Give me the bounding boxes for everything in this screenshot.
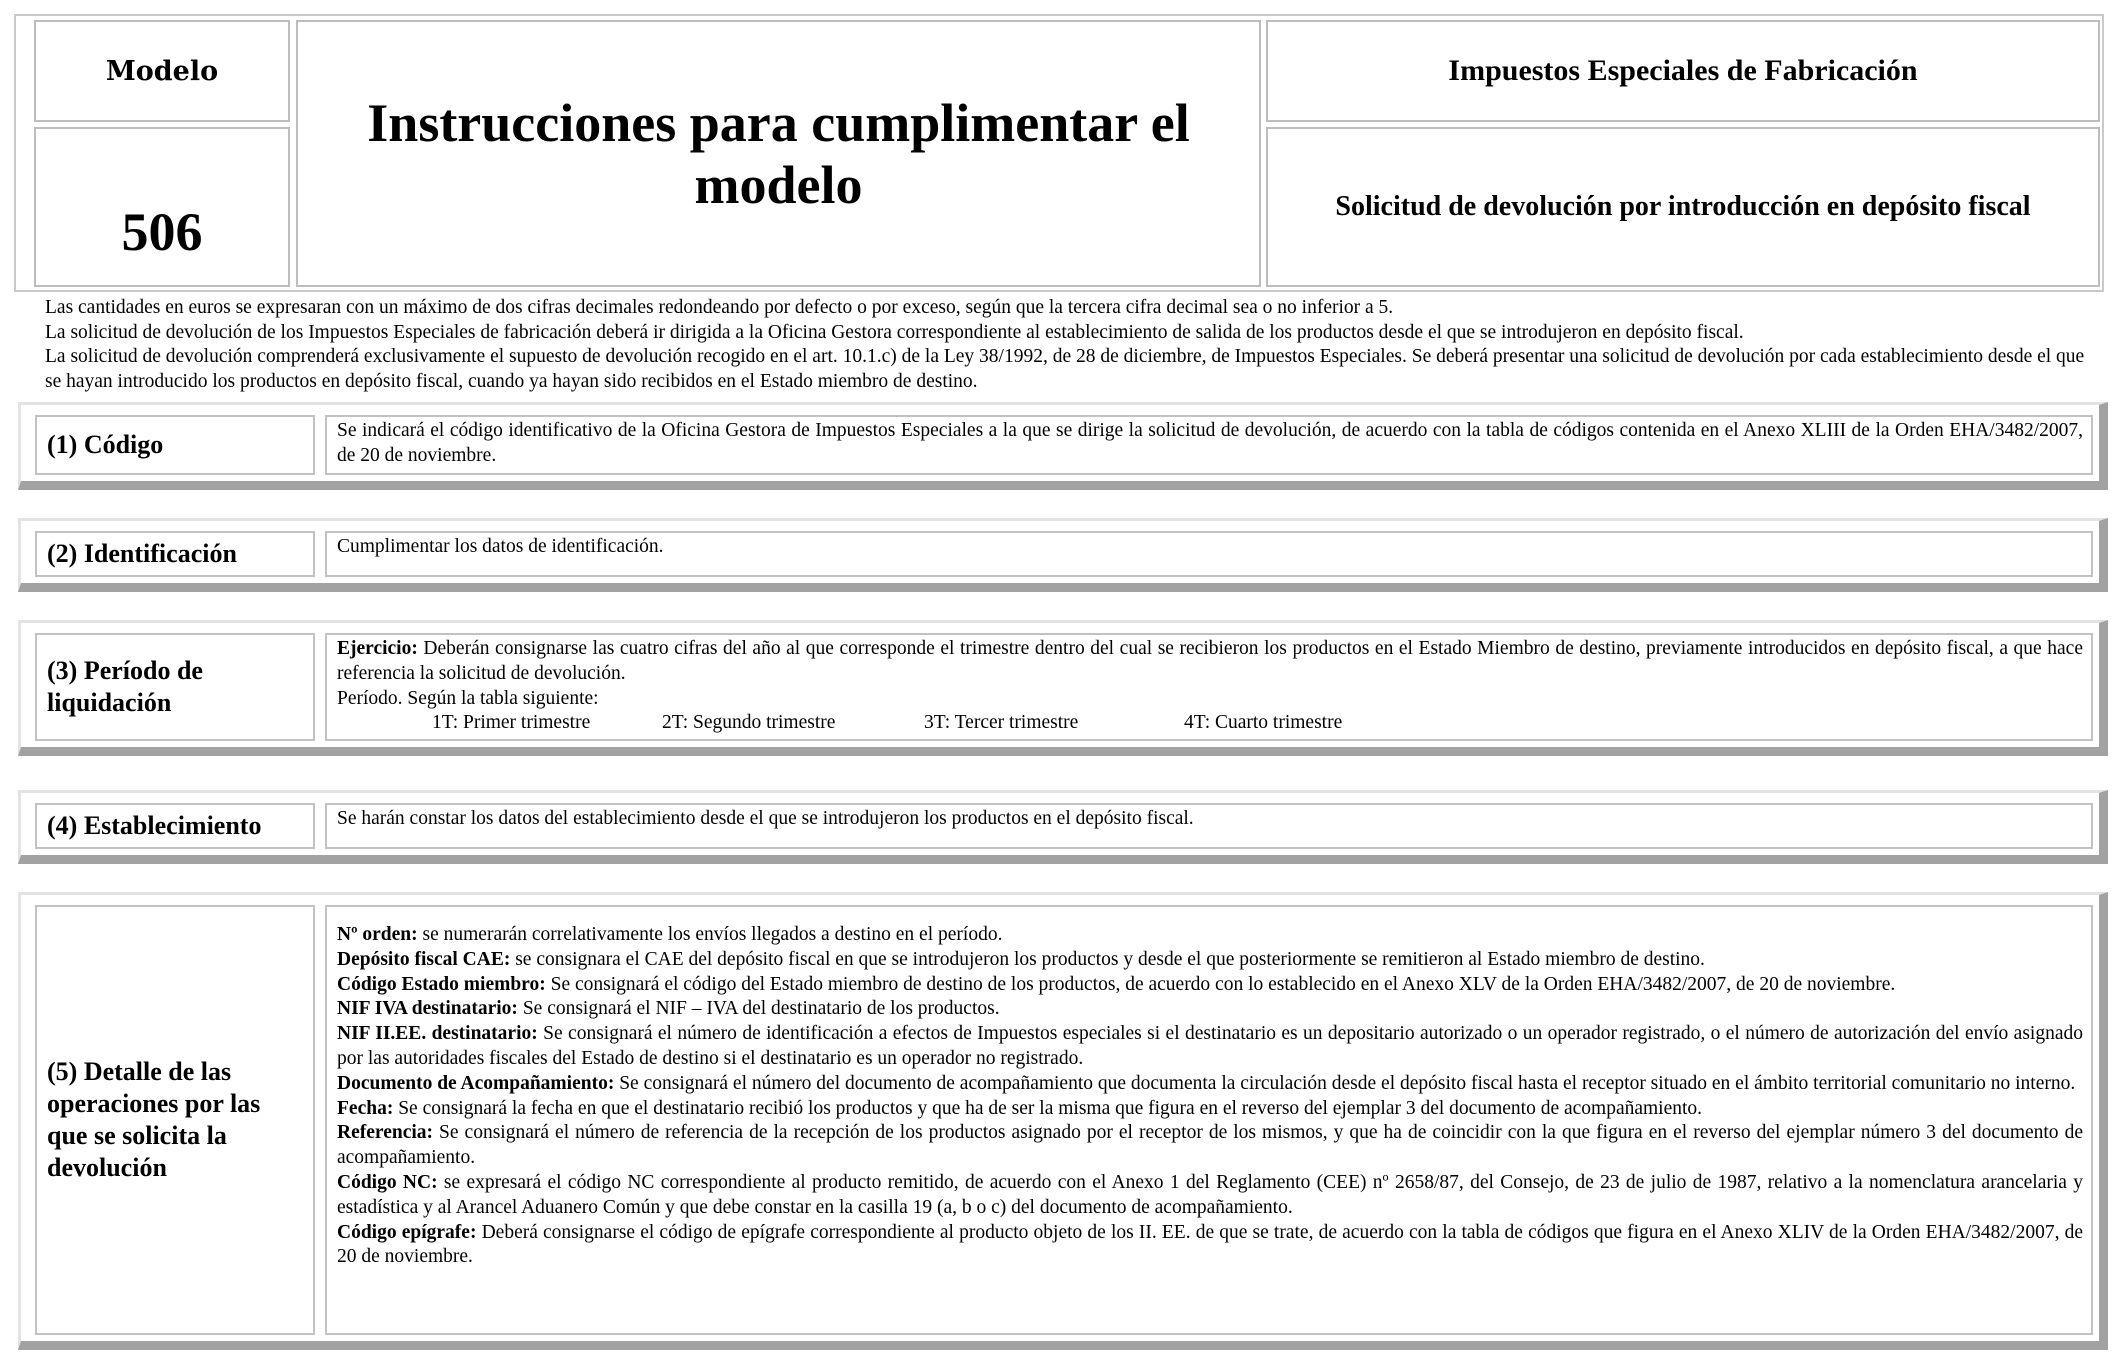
detail-item <box>337 1221 2083 1271</box>
detail-term: Referencia: <box>337 1122 434 1144</box>
section-body <box>325 905 2093 1335</box>
quarter-item: 4T: Cuarto trimestre <box>1184 712 1343 734</box>
section-label: (4) Establecimiento <box>35 803 315 849</box>
section-periodo <box>18 620 2108 756</box>
model-number-cell <box>34 127 290 287</box>
section-body <box>325 633 2093 741</box>
detail-item <box>337 973 2083 998</box>
detail-item <box>337 1097 2083 1122</box>
detail-text: Se consignará la fecha en que el destinatario recibió los productos y que ha de ser la misma que figura en el reverso del ejemplar 3 del documento de acompañamiento. <box>393 1097 1703 1119</box>
detail-text: se consignara el CAE del depósito fiscal en que se introdujeron los productos y desde el que posteriormente se remitieron al Estado miembro de destino. <box>510 948 1705 970</box>
detail-term: Depósito fiscal CAE: <box>337 948 511 970</box>
detail-item <box>337 923 2083 948</box>
detail-item <box>337 1121 2083 1171</box>
detail-item <box>337 997 2083 1022</box>
detail-term: Nº orden: <box>337 924 418 945</box>
quarter-item: 1T: Primer trimestre <box>432 712 591 734</box>
detail-item <box>337 1022 2083 1072</box>
intro-paragraph: Las cantidades en euros se expresaran con un máximo de dos cifras decimales redondeando por defecto o por exceso, según que la tercera cifra decimal sea o no inferior a 5. <box>45 297 1394 318</box>
tax-category: Impuestos Especiales de Fabricación <box>1448 54 1918 87</box>
detail-term: Código epígrafe: <box>337 1221 477 1243</box>
ejercicio-paragraph <box>337 637 2083 687</box>
detail-term: NIF II.EE. destinatario: <box>337 1023 538 1045</box>
detail-text: Se consignará el NIF – IVA del destinatario de los productos. <box>517 998 1000 1020</box>
document-title: Instrucciones para cumplimentar el modelo <box>367 92 1190 215</box>
section-codigo <box>18 402 2108 490</box>
quarter-item: 2T: Segundo trimestre <box>662 712 836 734</box>
title-cell <box>296 20 1261 287</box>
section-text: Se indicará el código identificativo de la Oficina Gestora de Impuestos Especiales a la que se dirige la solicitud de devolución, de acuerdo con la tabla de códigos contenida en el Anexo XLIII de la Orden EHA/3482/2007, de 20 de noviembre. <box>337 420 2083 466</box>
detail-term: NIF IVA destinatario: <box>337 998 518 1020</box>
ejercicio-text: Deberán consignarse las cuatro cifras del año al que corresponde el trimestre dentro del cual se recibieron los productos en el Estado Miembro de destino, previamente introducidos en depósito fiscal, a que hace referencia la solicitud de devolución. <box>337 638 2083 684</box>
intro-notes <box>45 296 2085 394</box>
section-body <box>325 803 2093 849</box>
model-label-cell <box>34 20 290 122</box>
subtitle-cell <box>1266 127 2100 287</box>
detail-text: se numerarán correlativamente los envíos llegados a destino en el período. <box>417 924 1003 945</box>
ejercicio-term: Ejercicio: <box>337 638 418 659</box>
section-text: Se harán constar los datos del establecimiento desde el que se introdujeron los productos en el depósito fiscal. <box>337 808 1194 829</box>
section-label: (3) Período de liquidación <box>35 633 315 741</box>
detail-term: Código NC: <box>337 1171 438 1193</box>
section-label: (2) Identificación <box>35 531 315 577</box>
section-label: (1) Código <box>35 415 315 475</box>
detail-item <box>337 1171 2083 1221</box>
detail-term: Código Estado miembro: <box>337 973 546 995</box>
form-header <box>14 14 2104 292</box>
section-text: Cumplimentar los datos de identificación. <box>337 536 664 557</box>
section-detalle <box>18 892 2108 1350</box>
form-subtitle: Solicitud de devolución por introducción en depósito fiscal <box>1335 191 2031 222</box>
quarter-list <box>337 711 2083 736</box>
model-number: 506 <box>121 202 203 262</box>
section-identificacion <box>18 518 2108 592</box>
periodo-text: Período. Según la tabla siguiente: <box>337 687 599 709</box>
detail-item <box>337 948 2083 973</box>
section-body <box>325 415 2093 475</box>
section-body <box>325 531 2093 577</box>
detail-term: Documento de Acompañamiento: <box>337 1072 615 1094</box>
section-establecimiento <box>18 790 2108 864</box>
detail-text: se expresará el código NC correspondiente al producto remitido, de acuerdo con el Anexo 1 del Reglamento (CEE) nº 2658/87, del Consejo, de 23 de julio de 1987, relativo a la nomenclatura arancelaria y estadística y al Arancel Aduanero Común y que debe constar en la casilla 19 (a, b o c) del documento de acompañamiento. <box>337 1171 2083 1218</box>
detail-text: Se consignará el código del Estado miembro de destino de los productos, de acuerdo con lo establecido en el Anexo XLV de la Orden EHA/3482/2007, de 20 de noviembre. <box>545 973 1896 995</box>
intro-paragraph: La solicitud de devolución de los Impuestos Especiales de fabricación deberá ir dirigida a la Oficina Gestora correspondiente al establecimiento de salida de los productos desde el que se introdujeron en depósito fiscal. <box>45 321 1744 343</box>
detail-text: Se consignará el número del documento de acompañamiento que documenta la circulación desde el depósito fiscal hasta el receptor situado en el ámbito territorial comunitario no interno. <box>614 1072 2076 1094</box>
detail-text: Se consignará el número de referencia de la recepción de los productos asignado por el receptor de los mismos, y que ha de coincidir con la que figura en el reverso del ejemplar número 3 del documento de acompañamiento. <box>337 1122 2083 1169</box>
detail-item <box>337 1072 2083 1097</box>
category-cell <box>1266 20 2100 122</box>
detail-text: Deberá consignarse el código de epígrafe correspondiente al producto objeto de los II. EE. de que se trate, de acuerdo con la tabla de códigos que figura en el Anexo XLIV de la Orden EHA/3482/2007, de 20 de noviembre. <box>337 1221 2083 1268</box>
intro-paragraph: La solicitud de devolución comprenderá exclusivamente el supuesto de devolución recogido en el art. 10.1.c) de la Ley 38/1992, de 28 de diciembre, de Impuestos Especiales. Se deberá presentar una solicitud de devolución por cada establecimiento desde el que se hayan introducido los productos en depósito fiscal, cuando ya hayan sido recibidos en el Estado miembro de destino. <box>45 346 2085 392</box>
detail-term: Fecha: <box>337 1097 394 1119</box>
section-label: (5) Detalle de las operaciones por las que se solicita la devolución <box>35 905 315 1335</box>
detail-text: Se consignará el número de identificación a efectos de Impuestos especiales si el destinatario es un depositario autorizado o un operador registrado, o el número de autorización del envío asignado por las autoridades fiscales del Estado de destino si el destinatario es un operador no registrado. <box>337 1023 2083 1069</box>
quarter-item: 3T: Tercer trimestre <box>924 712 1079 734</box>
model-label: Modelo <box>105 55 219 87</box>
